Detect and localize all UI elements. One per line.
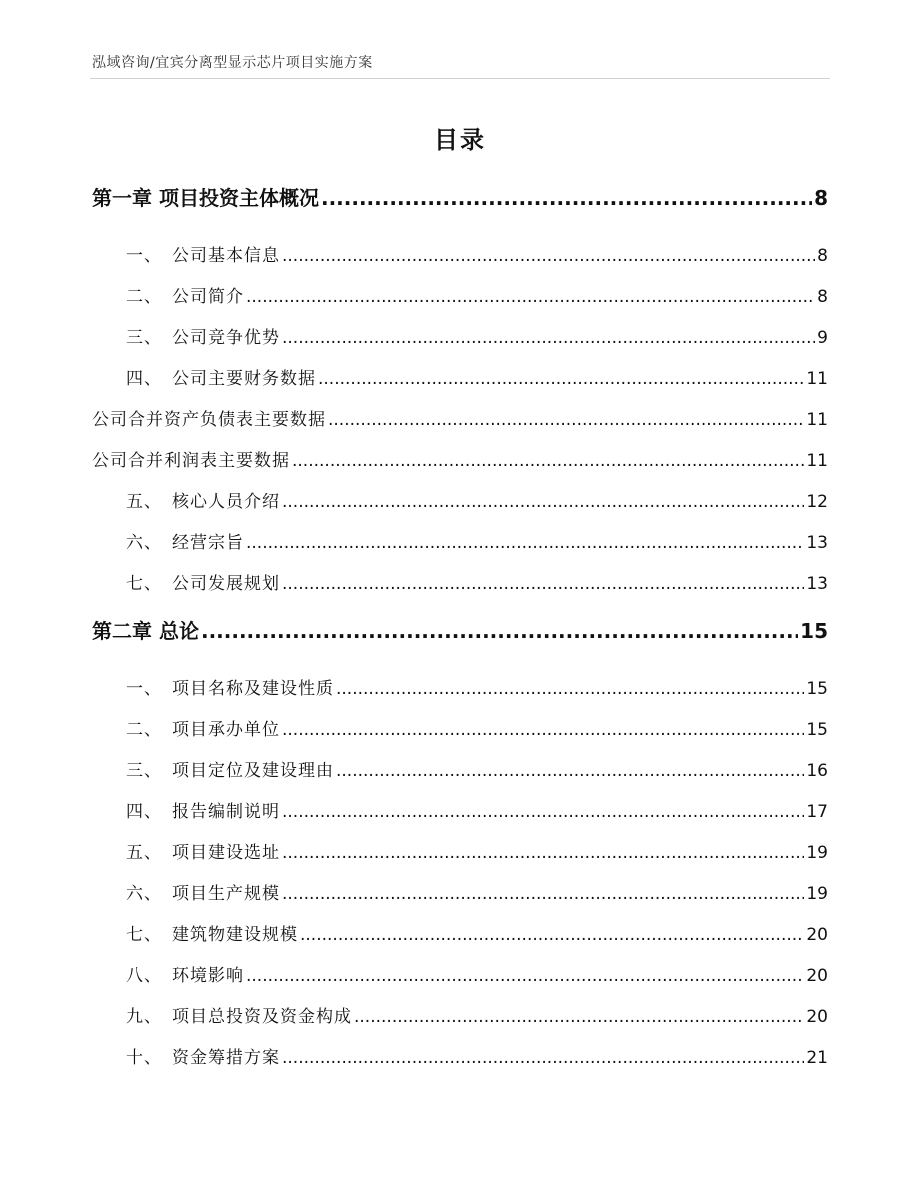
toc-section-entry[interactable] xyxy=(92,997,828,1038)
toc-section-label xyxy=(126,710,280,751)
toc-dot-leader xyxy=(246,523,804,564)
toc-section-title: 公司基本信息 xyxy=(172,246,280,266)
toc-dot-leader xyxy=(201,609,798,653)
toc-section-page-number: 19 xyxy=(806,843,828,863)
toc-section-title: 资金筹措方案 xyxy=(172,1048,280,1068)
toc-dot-leader xyxy=(336,669,804,710)
toc-section-title: 经营宗旨 xyxy=(172,533,244,553)
toc-section-page-number: 19 xyxy=(806,884,828,904)
toc-section-page-number: 13 xyxy=(806,574,828,594)
header-divider xyxy=(90,78,830,79)
toc-section-label xyxy=(126,792,280,833)
toc-section-page-number: 16 xyxy=(806,761,828,781)
toc-section-number: 十、 xyxy=(126,1048,162,1068)
toc-section-entry[interactable] xyxy=(92,441,828,482)
toc-section-page-number: 13 xyxy=(806,533,828,553)
toc-section-entry[interactable] xyxy=(92,482,828,523)
toc-section-label xyxy=(126,564,280,605)
toc-section-number: 六、 xyxy=(126,884,162,904)
toc-section-page-number: 9 xyxy=(817,328,828,348)
toc-dot-leader xyxy=(282,236,815,277)
toc-section-page-number: 11 xyxy=(806,369,828,389)
toc-section-title: 公司简介 xyxy=(172,287,244,307)
table-of-contents xyxy=(92,176,828,1079)
toc-section-page-number: 21 xyxy=(806,1048,828,1068)
toc-dot-leader xyxy=(282,874,804,915)
toc-section-number: 五、 xyxy=(126,843,162,863)
toc-section-page-number: 11 xyxy=(806,451,828,471)
toc-dot-leader xyxy=(282,1038,804,1079)
toc-section-number: 五、 xyxy=(126,492,162,512)
toc-section-label xyxy=(126,956,244,997)
toc-section-page-number: 20 xyxy=(806,1007,828,1027)
toc-section-number: 三、 xyxy=(126,328,162,348)
running-header: 泓域咨询/宜宾分离型显示芯片项目实施方案 xyxy=(92,55,373,71)
toc-dot-leader xyxy=(292,441,804,482)
toc-section-label xyxy=(126,359,316,400)
toc-dot-leader xyxy=(328,400,804,441)
toc-section-label xyxy=(126,1038,280,1079)
toc-section-page-number: 11 xyxy=(806,410,828,430)
toc-section-entry[interactable] xyxy=(92,359,828,400)
toc-section-number: 四、 xyxy=(126,369,162,389)
toc-section-entry[interactable] xyxy=(92,277,828,318)
toc-dot-leader xyxy=(282,792,804,833)
toc-section-number: 六、 xyxy=(126,533,162,553)
toc-section-entry[interactable] xyxy=(92,564,828,605)
toc-section-number: 七、 xyxy=(126,925,162,945)
toc-dot-leader xyxy=(282,318,815,359)
toc-chapter-label: 第二章 总论 xyxy=(92,619,199,643)
toc-section-number: 一、 xyxy=(126,679,162,699)
toc-chapter-entry[interactable] xyxy=(92,176,828,220)
toc-section-title: 项目承办单位 xyxy=(172,720,280,740)
toc-section-label xyxy=(126,318,280,359)
toc-section-entry[interactable] xyxy=(92,710,828,751)
toc-section-title: 项目定位及建设理由 xyxy=(172,761,334,781)
toc-section-page-number: 15 xyxy=(806,679,828,699)
toc-chapter-entry[interactable] xyxy=(92,609,828,653)
toc-section-title: 核心人员介绍 xyxy=(172,492,280,512)
toc-section-label xyxy=(126,236,280,277)
toc-section-page-number: 20 xyxy=(806,966,828,986)
toc-dot-leader xyxy=(321,176,812,220)
toc-section-entry[interactable] xyxy=(92,318,828,359)
toc-section-title: 项目总投资及资金构成 xyxy=(172,1007,352,1027)
toc-section-page-number: 8 xyxy=(817,287,828,307)
toc-section-entry[interactable] xyxy=(92,956,828,997)
toc-section-number: 二、 xyxy=(126,720,162,740)
toc-dot-leader xyxy=(300,915,804,956)
toc-dot-leader xyxy=(282,482,804,523)
toc-section-label xyxy=(126,669,334,710)
toc-section-label xyxy=(126,997,352,1038)
toc-section-label xyxy=(126,751,334,792)
toc-section-page-number: 15 xyxy=(806,720,828,740)
toc-section-title: 公司发展规划 xyxy=(172,574,280,594)
toc-section-page-number: 12 xyxy=(806,492,828,512)
toc-section-entry[interactable] xyxy=(92,236,828,277)
toc-section-number: 二、 xyxy=(126,287,162,307)
toc-section-page-number: 8 xyxy=(817,246,828,266)
toc-dot-leader xyxy=(336,751,804,792)
toc-section-title: 建筑物建设规模 xyxy=(172,925,298,945)
toc-section-page-number: 20 xyxy=(806,925,828,945)
toc-section-title: 公司竞争优势 xyxy=(172,328,280,348)
toc-dot-leader xyxy=(282,833,804,874)
toc-section-title: 项目建设选址 xyxy=(172,843,280,863)
toc-section-title: 公司合并利润表主要数据 xyxy=(92,451,290,471)
toc-section-number: 九、 xyxy=(126,1007,162,1027)
toc-section-title: 环境影响 xyxy=(172,966,244,986)
toc-section-entry[interactable] xyxy=(92,792,828,833)
toc-section-title: 项目生产规模 xyxy=(172,884,280,904)
toc-section-title: 公司合并资产负债表主要数据 xyxy=(92,410,326,430)
toc-dot-leader xyxy=(246,277,815,318)
toc-section-entry[interactable] xyxy=(92,669,828,710)
toc-dot-leader xyxy=(318,359,804,400)
toc-section-label xyxy=(126,874,280,915)
toc-dot-leader xyxy=(354,997,804,1038)
toc-section-page-number: 17 xyxy=(806,802,828,822)
toc-chapter-page-number: 8 xyxy=(814,186,828,210)
toc-section-entry[interactable] xyxy=(92,523,828,564)
toc-dot-leader xyxy=(246,956,804,997)
toc-section-title: 项目名称及建设性质 xyxy=(172,679,334,699)
toc-dot-leader xyxy=(282,564,804,605)
toc-section-label xyxy=(126,277,244,318)
toc-section-number: 一、 xyxy=(126,246,162,266)
toc-section-entry[interactable] xyxy=(92,751,828,792)
toc-title: 目录 xyxy=(434,126,486,154)
toc-section-number: 七、 xyxy=(126,574,162,594)
toc-section-number: 四、 xyxy=(126,802,162,822)
toc-section-entry[interactable] xyxy=(92,833,828,874)
toc-dot-leader xyxy=(282,710,804,751)
toc-section-label xyxy=(126,523,244,564)
toc-section-label xyxy=(126,833,280,874)
toc-section-number: 三、 xyxy=(126,761,162,781)
toc-section-entry[interactable] xyxy=(92,1038,828,1079)
toc-section-label xyxy=(126,915,298,956)
toc-section-label xyxy=(126,482,280,523)
toc-section-entry[interactable] xyxy=(92,400,828,441)
toc-section-title: 公司主要财务数据 xyxy=(172,369,316,389)
toc-section-title: 报告编制说明 xyxy=(172,802,280,822)
toc-section-label xyxy=(92,441,290,482)
toc-chapter-page-number: 15 xyxy=(800,619,828,643)
toc-section-label xyxy=(92,400,326,441)
toc-section-entry[interactable] xyxy=(92,874,828,915)
toc-section-entry[interactable] xyxy=(92,915,828,956)
toc-section-number: 八、 xyxy=(126,966,162,986)
toc-chapter-label: 第一章 项目投资主体概况 xyxy=(92,186,319,210)
